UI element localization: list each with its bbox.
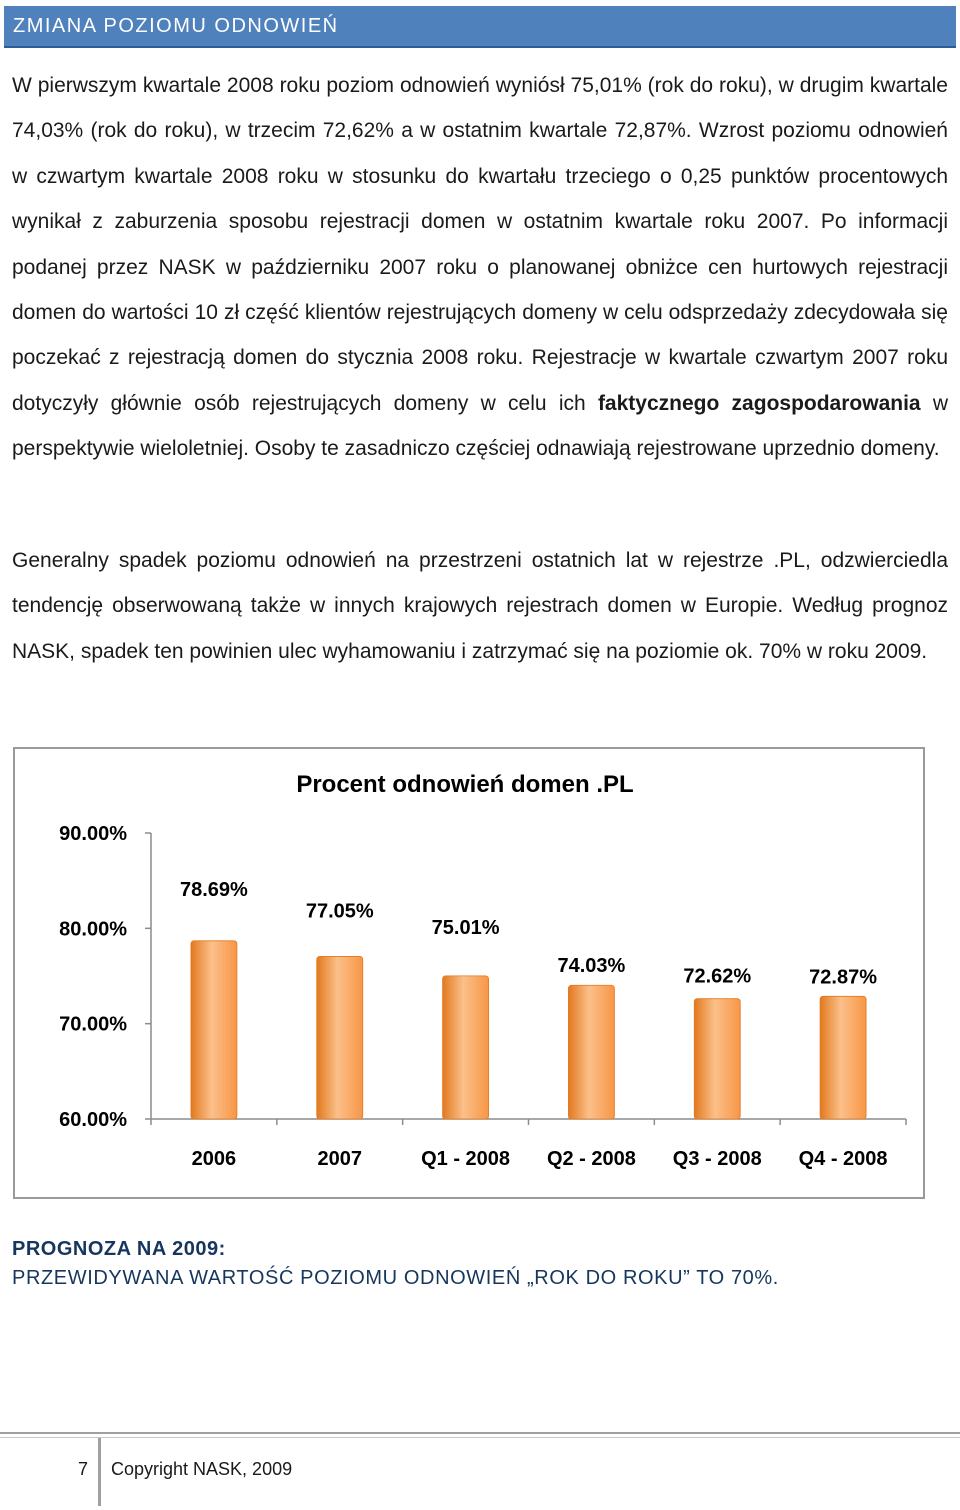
- chart-bar: [694, 999, 740, 1119]
- paragraph-bold-phrase: faktycznego zagospodarowania: [597, 391, 921, 415]
- x-category-label: Q1 - 2008: [421, 1148, 511, 1170]
- renewal-chart: [13, 747, 925, 1199]
- section-title: ZMIANA POZIOMU ODNOWIEŃ: [13, 15, 339, 37]
- chart-bar: [191, 941, 237, 1119]
- chart-bar: [568, 985, 614, 1119]
- footer-rule-thin: [0, 1437, 960, 1438]
- x-category-label: Q4 - 2008: [798, 1148, 888, 1170]
- bar-data-label: 75.01%: [431, 916, 500, 939]
- forecast-text: PRZEWIDYWANA WARTOŚĆ POZIOMU ODNOWIEŃ „ROK DO ROKU” TO 70%.: [12, 1267, 779, 1289]
- y-tick-label: 80.00%: [59, 918, 127, 941]
- footer-divider: [98, 1438, 101, 1506]
- y-tick-label: 70.00%: [59, 1013, 127, 1036]
- bar-data-label: 78.69%: [179, 878, 248, 901]
- chart-bar: [317, 956, 363, 1119]
- bar-data-label: 74.03%: [557, 955, 626, 978]
- footer-rule: [0, 1432, 960, 1434]
- paragraph-general-trend: Generalny spadek poziomu odnowień na przestrzeni ostatnich lat w rejestrze .PL, odzwierciedla tendencję obserwowaną także w innych krajowych rejestrach domen w Europie. Według prognoz NASK, spadek ten powinien ulec wyhamowaniu i zatrzymać się na poziomie ok. 70% w roku 2009.: [12, 549, 948, 663]
- x-category-label: 2007: [317, 1148, 362, 1170]
- x-category-label: Q2 - 2008: [546, 1148, 636, 1170]
- paragraph-renewals-2008: [12, 63, 948, 472]
- forecast-title: PROGNOZA NA 2009:: [12, 1238, 226, 1260]
- x-category-label: 2006: [191, 1148, 237, 1170]
- renewal-bar-chart-svg: [15, 749, 923, 1197]
- x-category-label: Q3 - 2008: [672, 1148, 762, 1170]
- paragraph-text: W pierwszym kwartale 2008 roku poziom odnowień wyniósł 75,01% (rok do roku), w drugim kwartale 74,03% (rok do roku), w trzecim 72,62% a w ostatnim kwartale 72,87%. Wzrost poziomu odnowień w czwartym kwartale 2008 roku w stosunku do kwartału trzeciego o 0,25 punktów procentowych wynikał z zaburzenia sposobu rejestracji domen w ostatnim kwartale roku 2007. Po informacji podanej przez NASK w październiku 2007 roku o planowanej obniżce cen hurtowych rejestracji domen do wartości 10 zł część klientów rejestrujących domeny w celu odsprzedaży zdecydowała się poczekać z rejestracją domen do stycznia 2008 roku. Rejestracje w kwartale czwartym 2007 roku dotyczyły głównie osób rejestrujących domeny w celu ich: [12, 74, 948, 415]
- bar-data-label: 72.87%: [809, 966, 878, 989]
- y-tick-label: 90.00%: [59, 823, 127, 845]
- copyright-text: Copyright NASK, 2009: [111, 1459, 293, 1479]
- y-tick-label: 60.00%: [59, 1109, 127, 1131]
- chart-bar: [820, 996, 866, 1119]
- paragraph-text-end: w perspektywie wieloletniej. Osoby te zasadniczo częściej odnawiają rejestrowane uprzednio domeny.: [12, 391, 949, 461]
- chart-bar: [443, 976, 489, 1119]
- chart-title: Procent odnowień domen .PL: [296, 771, 634, 798]
- bar-data-label: 72.62%: [683, 965, 752, 988]
- section-header: [4, 6, 956, 48]
- bar-data-label: 77.05%: [305, 900, 374, 923]
- page-number: 7: [78, 1459, 89, 1479]
